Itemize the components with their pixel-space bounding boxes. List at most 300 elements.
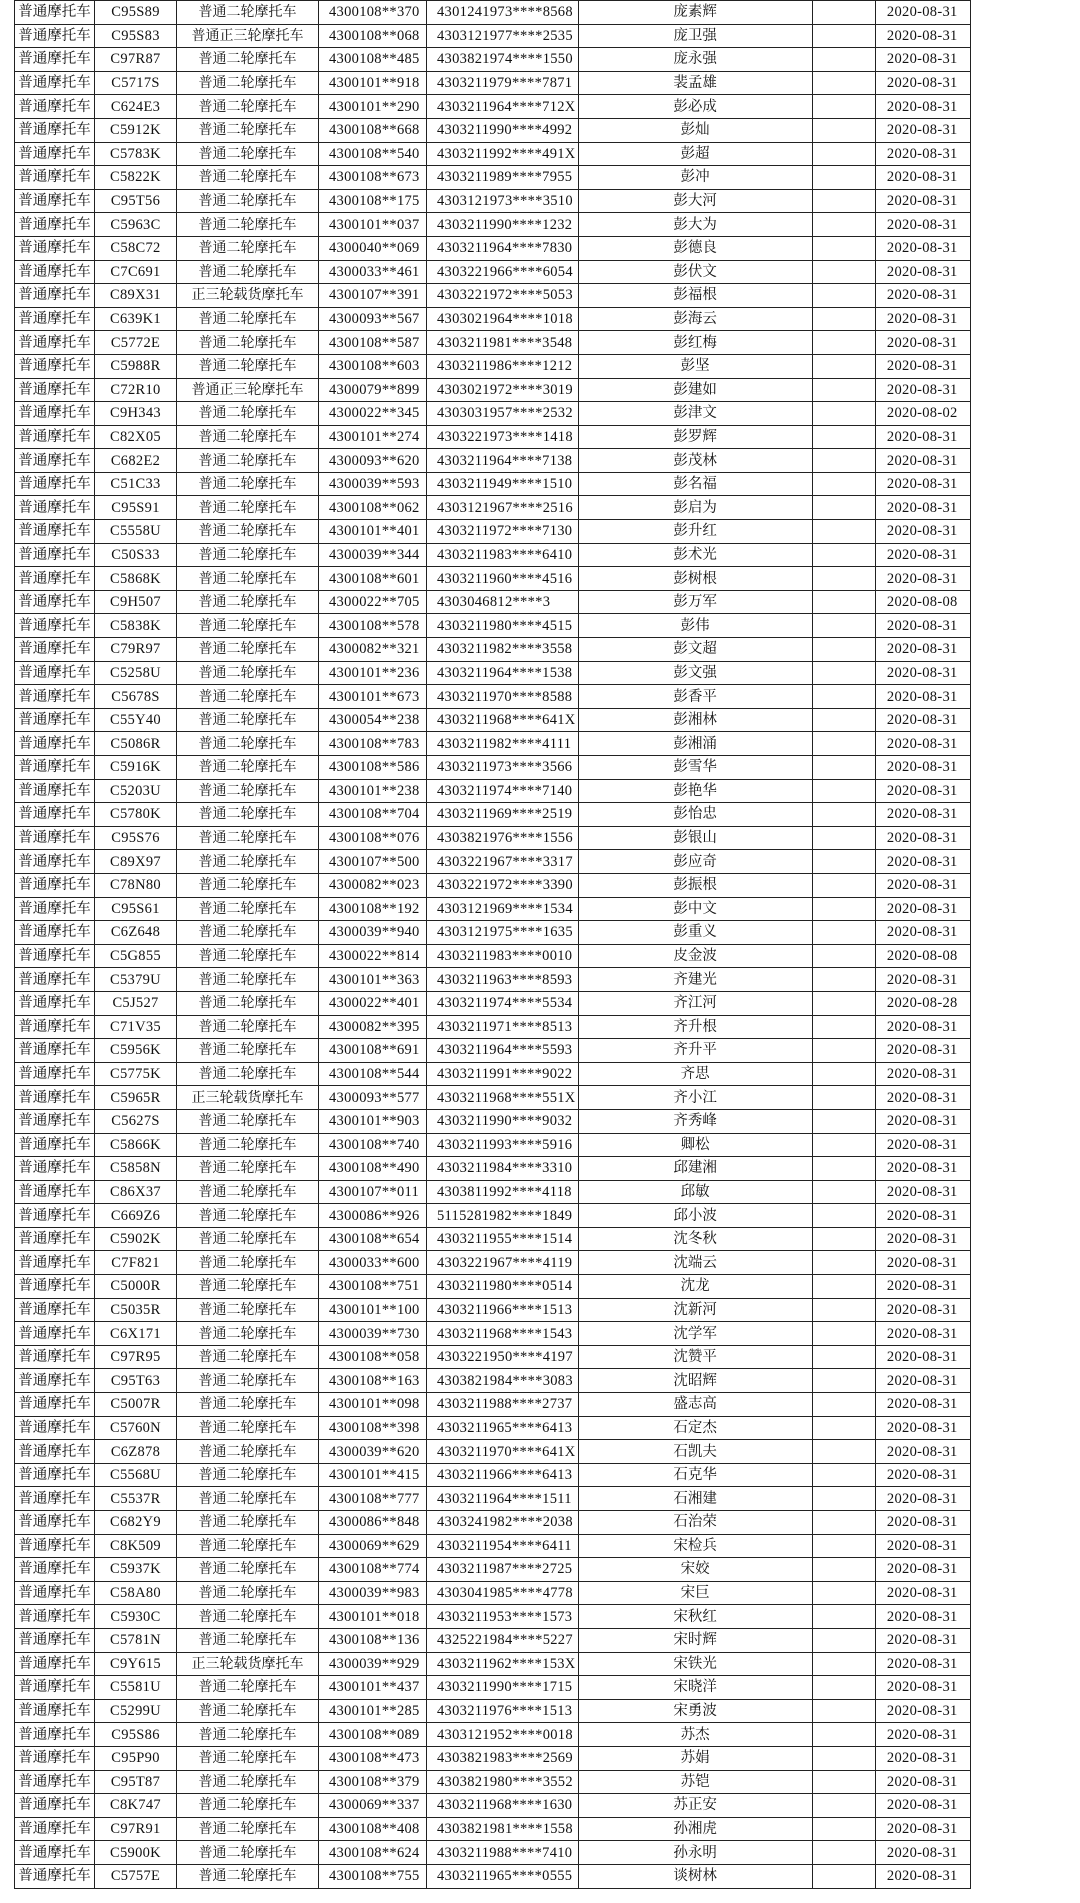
vehicle-type-cell: 普通摩托车: [15, 1086, 95, 1110]
blank-cell: [812, 1558, 875, 1582]
vehicle-type-cell: 普通摩托车: [15, 567, 95, 591]
vehicle-type-cell: 普通摩托车: [15, 1581, 95, 1605]
vehicle-category-cell: 普通二轮摩托车: [177, 520, 319, 544]
id-number-cell: 4303211992****491X: [427, 142, 579, 166]
date-cell: 2020-08-31: [875, 1322, 970, 1346]
date-cell: 2020-08-31: [875, 873, 970, 897]
vehicle-type-cell: 普通摩托车: [15, 614, 95, 638]
blank-cell: [812, 1393, 875, 1417]
vehicle-type-cell: 普通摩托车: [15, 425, 95, 449]
blank-cell: [812, 1275, 875, 1299]
owner-name-cell: 彭万军: [578, 590, 812, 614]
owner-name-cell: 石克华: [578, 1463, 812, 1487]
vehicle-type-cell: 普通摩托车: [15, 685, 95, 709]
vehicle-type-cell: 普通摩托车: [15, 1322, 95, 1346]
owner-name-cell: 宋铁光: [578, 1652, 812, 1676]
blank-cell: [812, 118, 875, 142]
id-number-cell: 4303211965****0555: [427, 1864, 579, 1888]
date-cell: 2020-08-31: [875, 1204, 970, 1228]
table-row: [15, 378, 971, 402]
vehicle-type-cell: 普通摩托车: [15, 826, 95, 850]
vehicle-category-cell: 普通二轮摩托车: [177, 260, 319, 284]
vehicle-type-cell: 普通摩托车: [15, 1015, 95, 1039]
table-row: [15, 449, 971, 473]
owner-name-cell: 彭雪华: [578, 756, 812, 780]
id-number-cell: 4303121975****1635: [427, 921, 579, 945]
date-cell: 2020-08-31: [875, 213, 970, 237]
owner-name-cell: 彭超: [578, 142, 812, 166]
vehicle-type-cell: 普通摩托车: [15, 284, 95, 308]
owner-name-cell: 彭海云: [578, 307, 812, 331]
vehicle-category-cell: 普通二轮摩托车: [177, 95, 319, 119]
date-cell: 2020-08-31: [875, 1039, 970, 1063]
blank-cell: [812, 1039, 875, 1063]
owner-name-cell: 沈学军: [578, 1322, 812, 1346]
owner-name-cell: 彭启为: [578, 496, 812, 520]
record-number-cell: 4300108**490: [319, 1157, 427, 1181]
id-number-cell: 4303221950****4197: [427, 1345, 579, 1369]
vehicle-category-cell: 普通二轮摩托车: [177, 1794, 319, 1818]
blank-cell: [812, 1652, 875, 1676]
record-number-cell: 4300108**379: [319, 1770, 427, 1794]
table-row: [15, 803, 971, 827]
record-number-cell: 4300039**929: [319, 1652, 427, 1676]
vehicle-type-cell: 普通摩托车: [15, 968, 95, 992]
vehicle-category-cell: 普通二轮摩托车: [177, 1864, 319, 1888]
vehicle-category-cell: 普通二轮摩托车: [177, 779, 319, 803]
record-number-cell: 4300108**398: [319, 1416, 427, 1440]
id-number-cell: 4303211964****1511: [427, 1487, 579, 1511]
blank-cell: [812, 1628, 875, 1652]
blank-cell: [812, 638, 875, 662]
date-cell: 2020-08-31: [875, 1463, 970, 1487]
date-cell: 2020-08-31: [875, 968, 970, 992]
vehicle-type-cell: 普通摩托车: [15, 402, 95, 426]
vehicle-type-cell: 普通摩托车: [15, 1652, 95, 1676]
vehicle-category-cell: 普通二轮摩托车: [177, 968, 319, 992]
plate-number-cell: C5086R: [95, 732, 177, 756]
table-row: [15, 331, 971, 355]
date-cell: 2020-08-31: [875, 1628, 970, 1652]
vehicle-category-cell: 普通二轮摩托车: [177, 1109, 319, 1133]
date-cell: 2020-08-28: [875, 991, 970, 1015]
table-row: [15, 567, 971, 591]
record-number-cell: 4300022**401: [319, 991, 427, 1015]
vehicle-type-cell: 普通摩托车: [15, 779, 95, 803]
vehicle-category-cell: 普通二轮摩托车: [177, 803, 319, 827]
record-number-cell: 4300108**783: [319, 732, 427, 756]
owner-name-cell: 齐建光: [578, 968, 812, 992]
id-number-cell: 4303211966****6413: [427, 1463, 579, 1487]
blank-cell: [812, 1227, 875, 1251]
table-row: [15, 1109, 971, 1133]
owner-name-cell: 彭福根: [578, 284, 812, 308]
table-row: [15, 95, 971, 119]
id-number-cell: 4303211974****7140: [427, 779, 579, 803]
table-row: [15, 1133, 971, 1157]
blank-cell: [812, 48, 875, 72]
record-number-cell: 4300101**401: [319, 520, 427, 544]
plate-number-cell: C5581U: [95, 1676, 177, 1700]
table-row: [15, 1322, 971, 1346]
blank-cell: [812, 1699, 875, 1723]
plate-number-cell: C5537R: [95, 1487, 177, 1511]
table-row: [15, 1605, 971, 1629]
record-number-cell: 4300108**163: [319, 1369, 427, 1393]
date-cell: 2020-08-31: [875, 850, 970, 874]
record-number-cell: 4300108**408: [319, 1817, 427, 1841]
record-number-cell: 4300022**814: [319, 944, 427, 968]
plate-number-cell: C5988R: [95, 354, 177, 378]
date-cell: 2020-08-31: [875, 1015, 970, 1039]
vehicle-type-cell: 普通摩托车: [15, 1770, 95, 1794]
owner-name-cell: 石定杰: [578, 1416, 812, 1440]
table-row: [15, 1251, 971, 1275]
vehicle-category-cell: 普通二轮摩托车: [177, 1440, 319, 1464]
plate-number-cell: C5J527: [95, 991, 177, 1015]
vehicle-category-cell: 普通二轮摩托车: [177, 873, 319, 897]
record-number-cell: 4300039**940: [319, 921, 427, 945]
vehicle-category-cell: 普通二轮摩托车: [177, 331, 319, 355]
record-number-cell: 4300022**705: [319, 590, 427, 614]
vehicle-type-cell: 普通摩托车: [15, 873, 95, 897]
plate-number-cell: C5203U: [95, 779, 177, 803]
vehicle-category-cell: 普通二轮摩托车: [177, 1534, 319, 1558]
date-cell: 2020-08-31: [875, 24, 970, 48]
vehicle-category-cell: 普通二轮摩托车: [177, 496, 319, 520]
table-row: [15, 236, 971, 260]
vehicle-category-cell: 普通二轮摩托车: [177, 236, 319, 260]
owner-name-cell: 彭建如: [578, 378, 812, 402]
plate-number-cell: C5858N: [95, 1157, 177, 1181]
vehicle-category-cell: 普通二轮摩托车: [177, 142, 319, 166]
vehicle-category-cell: 普通二轮摩托车: [177, 189, 319, 213]
date-cell: 2020-08-31: [875, 354, 970, 378]
vehicle-type-cell: 普通摩托车: [15, 921, 95, 945]
record-number-cell: 4300108**544: [319, 1062, 427, 1086]
vehicle-type-cell: 普通摩托车: [15, 1676, 95, 1700]
record-number-cell: 4300039**344: [319, 543, 427, 567]
owner-name-cell: 齐小江: [578, 1086, 812, 1110]
blank-cell: [812, 472, 875, 496]
plate-number-cell: C5000R: [95, 1275, 177, 1299]
record-number-cell: 4300108**601: [319, 567, 427, 591]
blank-cell: [812, 260, 875, 284]
vehicle-type-cell: 普通摩托车: [15, 1794, 95, 1818]
blank-cell: [812, 284, 875, 308]
record-number-cell: 4300101**290: [319, 95, 427, 119]
record-number-cell: 4300108**175: [319, 189, 427, 213]
record-number-cell: 4300054**238: [319, 708, 427, 732]
vehicle-type-cell: 普通摩托车: [15, 1180, 95, 1204]
plate-number-cell: C5838K: [95, 614, 177, 638]
id-number-cell: 4303211971****8513: [427, 1015, 579, 1039]
vehicle-type-cell: 普通摩托车: [15, 1605, 95, 1629]
owner-name-cell: 邱建湘: [578, 1157, 812, 1181]
owner-name-cell: 沈昭辉: [578, 1369, 812, 1393]
blank-cell: [812, 897, 875, 921]
plate-number-cell: C95T87: [95, 1770, 177, 1794]
record-number-cell: 4300108**755: [319, 1864, 427, 1888]
vehicle-category-cell: 普通二轮摩托车: [177, 1558, 319, 1582]
record-number-cell: 4300101**415: [319, 1463, 427, 1487]
record-number-cell: 4300101**285: [319, 1699, 427, 1723]
vehicle-category-cell: 普通二轮摩托车: [177, 897, 319, 921]
vehicle-category-cell: 普通二轮摩托车: [177, 307, 319, 331]
vehicle-category-cell: 普通二轮摩托车: [177, 590, 319, 614]
owner-name-cell: 裴孟雄: [578, 71, 812, 95]
vehicle-category-cell: 普通正三轮摩托车: [177, 378, 319, 402]
id-number-cell: 4303211983****0010: [427, 944, 579, 968]
date-cell: 2020-08-31: [875, 48, 970, 72]
record-number-cell: 4300108**704: [319, 803, 427, 827]
table-row: [15, 354, 971, 378]
plate-number-cell: C5780K: [95, 803, 177, 827]
date-cell: 2020-08-02: [875, 402, 970, 426]
owner-name-cell: 盛志高: [578, 1393, 812, 1417]
id-number-cell: 5115281982****1849: [427, 1204, 579, 1228]
plate-number-cell: C682E2: [95, 449, 177, 473]
plate-number-cell: C51C33: [95, 472, 177, 496]
record-number-cell: 4300108**751: [319, 1275, 427, 1299]
record-number-cell: 4300108**473: [319, 1746, 427, 1770]
vehicle-type-cell: 普通摩托车: [15, 708, 95, 732]
table-row: [15, 1015, 971, 1039]
date-cell: 2020-08-31: [875, 1794, 970, 1818]
blank-cell: [812, 567, 875, 591]
table-row: [15, 1180, 971, 1204]
owner-name-cell: 彭文超: [578, 638, 812, 662]
blank-cell: [812, 307, 875, 331]
table-row: [15, 638, 971, 662]
owner-name-cell: 齐江河: [578, 991, 812, 1015]
date-cell: 2020-08-31: [875, 1841, 970, 1865]
blank-cell: [812, 1511, 875, 1535]
owner-name-cell: 彭重义: [578, 921, 812, 945]
record-number-cell: 4300108**673: [319, 166, 427, 190]
date-cell: 2020-08-31: [875, 897, 970, 921]
record-number-cell: 4300108**136: [319, 1628, 427, 1652]
owner-name-cell: 齐升平: [578, 1039, 812, 1063]
record-number-cell: 4300108**485: [319, 48, 427, 72]
date-cell: 2020-08-31: [875, 1770, 970, 1794]
owner-name-cell: 彭应奇: [578, 850, 812, 874]
blank-cell: [812, 95, 875, 119]
vehicle-category-cell: 普通二轮摩托车: [177, 944, 319, 968]
vehicle-category-cell: 普通二轮摩托车: [177, 1039, 319, 1063]
vehicle-category-cell: 普通二轮摩托车: [177, 1605, 319, 1629]
table-row: [15, 732, 971, 756]
date-cell: 2020-08-31: [875, 661, 970, 685]
owner-name-cell: 彭香平: [578, 685, 812, 709]
owner-name-cell: 彭怡忠: [578, 803, 812, 827]
owner-name-cell: 齐秀峰: [578, 1109, 812, 1133]
vehicle-category-cell: 普通二轮摩托车: [177, 921, 319, 945]
id-number-cell: 4303211987****2725: [427, 1558, 579, 1582]
id-number-cell: 4303211984****3310: [427, 1157, 579, 1181]
vehicle-type-cell: 普通摩托车: [15, 213, 95, 237]
blank-cell: [812, 1015, 875, 1039]
owner-name-cell: 彭伏文: [578, 260, 812, 284]
blank-cell: [812, 1298, 875, 1322]
record-number-cell: 4300033**461: [319, 260, 427, 284]
date-cell: 2020-08-31: [875, 95, 970, 119]
plate-number-cell: C97R95: [95, 1345, 177, 1369]
table-row: [15, 1676, 971, 1700]
plate-number-cell: C5757E: [95, 1864, 177, 1888]
vehicle-type-cell: 普通摩托车: [15, 1298, 95, 1322]
vehicle-category-cell: 普通正三轮摩托车: [177, 24, 319, 48]
vehicle-category-cell: 普通二轮摩托车: [177, 1369, 319, 1393]
record-number-cell: 4300101**037: [319, 213, 427, 237]
id-number-cell: 4303211986****1212: [427, 354, 579, 378]
record-number-cell: 4300108**668: [319, 118, 427, 142]
id-number-cell: 4303211964****5593: [427, 1039, 579, 1063]
vehicle-category-cell: 普通二轮摩托车: [177, 1393, 319, 1417]
table-row: [15, 921, 971, 945]
plate-number-cell: C72R10: [95, 378, 177, 402]
plate-number-cell: C95S76: [95, 826, 177, 850]
date-cell: 2020-08-31: [875, 1487, 970, 1511]
table-row: [15, 1204, 971, 1228]
record-number-cell: 4300108**691: [319, 1039, 427, 1063]
vehicle-type-cell: 普通摩托车: [15, 1864, 95, 1888]
id-number-cell: 4303821980****3552: [427, 1770, 579, 1794]
blank-cell: [812, 1770, 875, 1794]
owner-name-cell: 彭大为: [578, 213, 812, 237]
plate-number-cell: C5965R: [95, 1086, 177, 1110]
date-cell: 2020-08-31: [875, 1864, 970, 1888]
table-row: [15, 425, 971, 449]
date-cell: 2020-08-31: [875, 425, 970, 449]
vehicle-type-cell: 普通摩托车: [15, 307, 95, 331]
vehicle-type-cell: 普通摩托车: [15, 850, 95, 874]
table-row: [15, 1864, 971, 1888]
plate-number-cell: C95S83: [95, 24, 177, 48]
vehicle-category-cell: 普通二轮摩托车: [177, 1322, 319, 1346]
table-row: [15, 1345, 971, 1369]
table-row: [15, 1628, 971, 1652]
plate-number-cell: C95S86: [95, 1723, 177, 1747]
plate-number-cell: C9Y615: [95, 1652, 177, 1676]
table-row: [15, 1369, 971, 1393]
record-number-cell: 4300082**023: [319, 873, 427, 897]
blank-cell: [812, 1817, 875, 1841]
plate-number-cell: C58A80: [95, 1581, 177, 1605]
blank-cell: [812, 1534, 875, 1558]
id-number-cell: 4303211990****4992: [427, 118, 579, 142]
table-row: [15, 614, 971, 638]
table-row: [15, 1534, 971, 1558]
plate-number-cell: C6Z648: [95, 921, 177, 945]
id-number-cell: 4303211989****7955: [427, 166, 579, 190]
record-number-cell: 4300108**076: [319, 826, 427, 850]
record-number-cell: 4300040**069: [319, 236, 427, 260]
record-number-cell: 4300108**740: [319, 1133, 427, 1157]
record-number-cell: 4300108**062: [319, 496, 427, 520]
blank-cell: [812, 189, 875, 213]
plate-number-cell: C5916K: [95, 756, 177, 780]
record-number-cell: 4300101**903: [319, 1109, 427, 1133]
table-row: [15, 661, 971, 685]
table-row: [15, 1581, 971, 1605]
blank-cell: [812, 236, 875, 260]
blank-cell: [812, 71, 875, 95]
vehicle-category-cell: 普通二轮摩托车: [177, 472, 319, 496]
vehicle-type-cell: 普通摩托车: [15, 1227, 95, 1251]
date-cell: 2020-08-31: [875, 1086, 970, 1110]
vehicle-type-cell: 普通摩托车: [15, 1463, 95, 1487]
record-number-cell: 4300101**236: [319, 661, 427, 685]
owner-name-cell: 彭湘涌: [578, 732, 812, 756]
record-number-cell: 4300101**673: [319, 685, 427, 709]
vehicle-category-cell: 普通二轮摩托车: [177, 1463, 319, 1487]
vehicle-category-cell: 普通二轮摩托车: [177, 1275, 319, 1299]
plate-number-cell: C5299U: [95, 1699, 177, 1723]
plate-number-cell: C95S91: [95, 496, 177, 520]
record-number-cell: 4300093**620: [319, 449, 427, 473]
table-row: [15, 71, 971, 95]
vehicle-category-cell: 普通二轮摩托车: [177, 1699, 319, 1723]
table-row: [15, 1275, 971, 1299]
date-cell: 2020-08-31: [875, 826, 970, 850]
id-number-cell: 4303211980****0514: [427, 1275, 579, 1299]
record-number-cell: 4300101**018: [319, 1605, 427, 1629]
date-cell: 2020-08-31: [875, 1534, 970, 1558]
table-row: [15, 873, 971, 897]
vehicle-type-cell: 普通摩托车: [15, 354, 95, 378]
date-cell: 2020-08-31: [875, 1, 970, 25]
date-cell: 2020-08-31: [875, 732, 970, 756]
plate-number-cell: C5678S: [95, 685, 177, 709]
id-number-cell: 4303211968****551X: [427, 1086, 579, 1110]
id-number-cell: 4303211980****4515: [427, 614, 579, 638]
owner-name-cell: 苏铠: [578, 1770, 812, 1794]
plate-number-cell: C639K1: [95, 307, 177, 331]
plate-number-cell: C5772E: [95, 331, 177, 355]
table-row: [15, 284, 971, 308]
blank-cell: [812, 1204, 875, 1228]
blank-cell: [812, 331, 875, 355]
id-number-cell: 4303211953****1573: [427, 1605, 579, 1629]
id-number-cell: 4303821983****2569: [427, 1746, 579, 1770]
date-cell: 2020-08-31: [875, 1251, 970, 1275]
owner-name-cell: 庞素辉: [578, 1, 812, 25]
id-number-cell: 4303211955****1514: [427, 1227, 579, 1251]
table-row: [15, 1817, 971, 1841]
table-row: [15, 685, 971, 709]
vehicle-type-cell: 普通摩托车: [15, 1109, 95, 1133]
record-number-cell: 4300101**363: [319, 968, 427, 992]
owner-name-cell: 彭伟: [578, 614, 812, 638]
plate-number-cell: C7F821: [95, 1251, 177, 1275]
owner-name-cell: 庞永强: [578, 48, 812, 72]
blank-cell: [812, 354, 875, 378]
id-number-cell: 4303211970****641X: [427, 1440, 579, 1464]
plate-number-cell: C6Z878: [95, 1440, 177, 1464]
owner-name-cell: 宋时辉: [578, 1628, 812, 1652]
vehicle-category-cell: 普通二轮摩托车: [177, 1817, 319, 1841]
vehicle-category-cell: 普通二轮摩托车: [177, 1841, 319, 1865]
id-number-cell: 4303211964****1538: [427, 661, 579, 685]
vehicle-type-cell: 普通摩托车: [15, 590, 95, 614]
date-cell: 2020-08-31: [875, 378, 970, 402]
table-row: [15, 1511, 971, 1535]
vehicle-category-cell: 普通二轮摩托车: [177, 1180, 319, 1204]
id-number-cell: 4303121977****2535: [427, 24, 579, 48]
date-cell: 2020-08-31: [875, 1558, 970, 1582]
vehicle-type-cell: 普通摩托车: [15, 1345, 95, 1369]
